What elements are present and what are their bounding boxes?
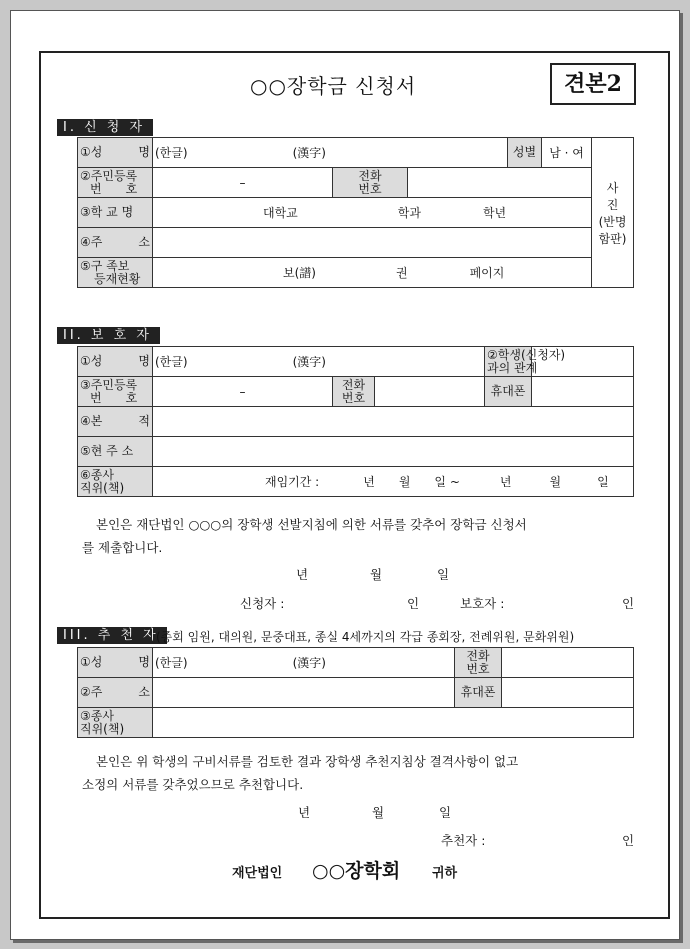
recommender-note: (종회 임원, 대의원, 문중대표, 종실 4세까지의 각급 종회장, 전례위원, 문화위원) — [156, 630, 575, 644]
recommender-statement-line1: 본인은 위 학생의 구비서류를 검토한 결과 장학생 추천지침상 결격사항이 없고 — [96, 754, 519, 769]
guardian-position-field[interactable]: 재임기간 : 년 월 일 ~ 년 월 일 — [153, 467, 634, 497]
applicant-name-field[interactable]: (한글) (漢字) — [153, 138, 508, 168]
section-applicant-header: I. 신 청 자 — [57, 119, 153, 136]
sample-stamp: 견본2 — [550, 63, 636, 105]
recommender-statement-line2: 소정의 서류를 갖추었으므로 추천합니다. — [82, 777, 304, 792]
recommender-seal: 인 — [622, 833, 635, 848]
recommender-table — [77, 647, 634, 738]
applicant-rrn-label: ②주민등록 번 호 — [78, 168, 153, 198]
guardian-date-day: 일 — [437, 567, 450, 582]
recommender-mobile-label: 휴대폰 — [455, 678, 502, 708]
applicant-phone-label: 전화 번호 — [333, 168, 408, 198]
applicant-phone-field[interactable] — [408, 168, 592, 198]
applicant-table — [77, 137, 643, 288]
section-guardian-header: II. 보 호 자 — [57, 327, 160, 344]
gender-label: 성별 — [508, 138, 542, 168]
guardian-mobile-label: 휴대폰 — [485, 377, 532, 407]
guardian-name-label: ①성 명 — [78, 347, 153, 377]
current-address-field[interactable] — [153, 437, 634, 467]
recommender-phone-label: 전화 번호 — [455, 648, 502, 678]
guardian-date-month: 월 — [370, 567, 383, 582]
recommender-phone-field[interactable] — [502, 648, 634, 678]
footer-organization: ○○장학회 — [312, 860, 401, 882]
guardian-rrn-label: ③주민등록 번 호 — [78, 377, 153, 407]
recommender-date-year: 년 — [298, 805, 311, 820]
guardian-statement-line2: 를 제출합니다. — [82, 540, 163, 555]
guardian-statement-line1: 본인은 재단법인 ○○○의 장학생 선발지침에 의한 서류를 갖추어 장학금 신청서 — [96, 517, 527, 532]
relation-label: ②학생(신청자) 과의 관계 — [485, 347, 532, 377]
school-label: ③학 교 명 — [78, 198, 153, 228]
recommender-address-field[interactable] — [153, 678, 455, 708]
current-address-label: ⑤현 주 소 — [78, 437, 153, 467]
guardian-seal: 인 — [622, 596, 635, 611]
genealogy-field[interactable]: 보(譜) 권 페이지 — [153, 258, 592, 288]
guardian-sign-label: 보호자 : — [460, 596, 505, 611]
applicant-address-label: ④주 소 — [78, 228, 153, 258]
form-title: ○○장학금 신청서 — [250, 74, 417, 98]
guardian-position-label: ⑥종사 직위(책) — [78, 467, 153, 497]
gender-field[interactable]: 남 · 여 — [542, 138, 592, 168]
genealogy-label: ⑤구 족보 등재현황 — [78, 258, 153, 288]
recommender-position-label: ③종사 직위(책) — [78, 708, 153, 738]
recommender-address-label: ②주 소 — [78, 678, 153, 708]
guardian-phone-label: 전화 번호 — [333, 377, 375, 407]
applicant-address-field[interactable] — [153, 228, 592, 258]
footer-suffix: 귀하 — [432, 866, 458, 881]
guardian-mobile-field[interactable] — [532, 377, 634, 407]
guardian-table — [77, 346, 634, 497]
recommender-name-field[interactable]: (한글) (漢字) — [153, 648, 455, 678]
applicant-sign-label: 신청자 : — [240, 596, 285, 611]
guardian-rrn-field[interactable]: – — [153, 377, 333, 407]
applicant-rrn-field[interactable]: – — [153, 168, 333, 198]
recommender-sign-label: 추천자 : — [441, 833, 486, 848]
recommender-mobile-field[interactable] — [502, 678, 634, 708]
guardian-name-field[interactable]: (한글) (漢字) — [153, 347, 485, 377]
guardian-date-year: 년 — [296, 567, 309, 582]
origin-field[interactable] — [153, 407, 634, 437]
footer-prefix: 재단법인 — [232, 866, 283, 881]
section-recommender-header: III. 추 천 자 — [57, 627, 167, 644]
guardian-phone-field[interactable] — [375, 377, 485, 407]
applicant-seal: 인 — [407, 596, 420, 611]
photo-box: 사 진 (반명함판) — [592, 138, 634, 288]
recommender-position-field[interactable] — [153, 708, 634, 738]
recommender-date-day: 일 — [439, 805, 452, 820]
recommender-name-label: ①성 명 — [78, 648, 153, 678]
origin-label: ④본 적 — [78, 407, 153, 437]
recommender-date-month: 월 — [372, 805, 385, 820]
school-field[interactable]: 대학교 학과 학년 — [153, 198, 592, 228]
applicant-name-label: ①성 명 — [78, 138, 153, 168]
